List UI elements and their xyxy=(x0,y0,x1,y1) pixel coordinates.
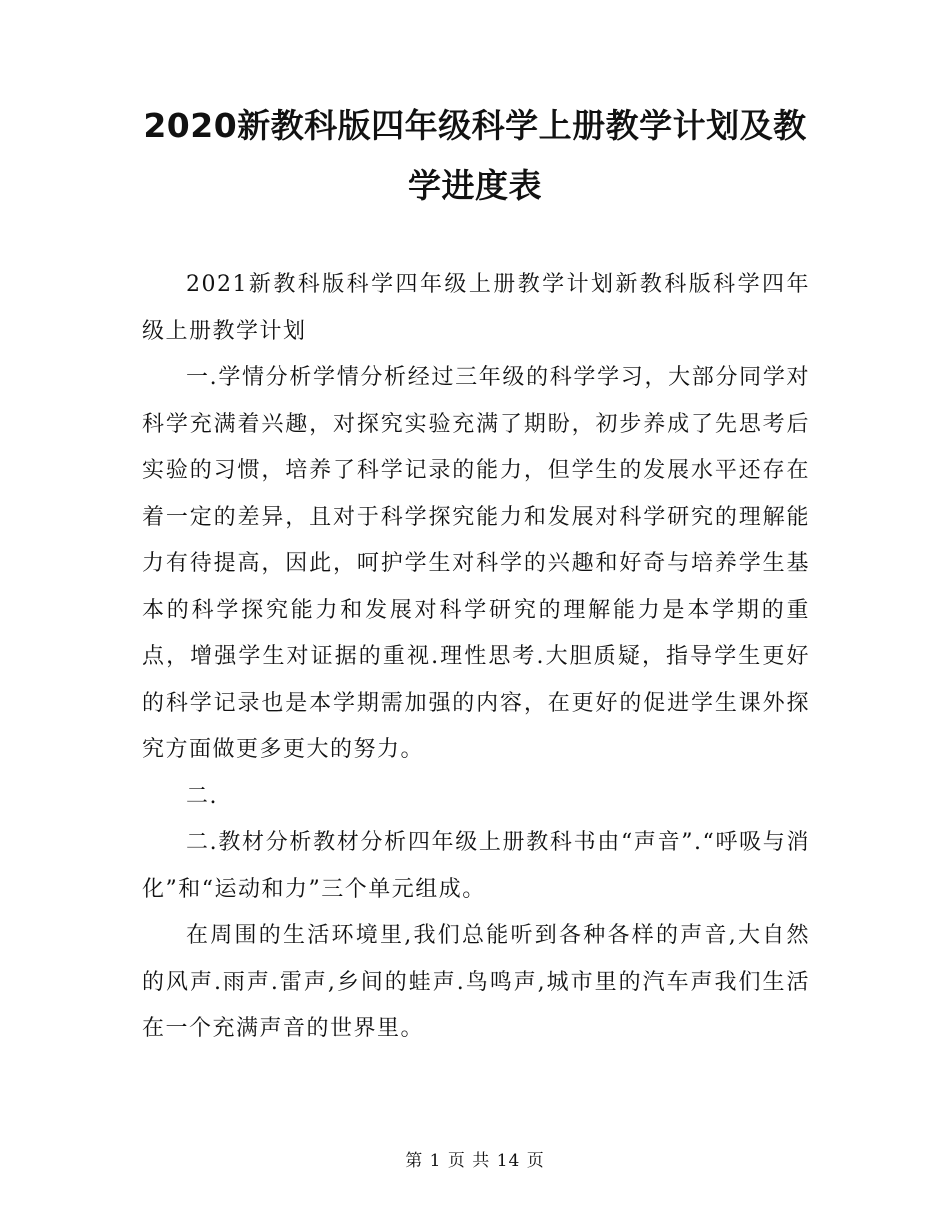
paragraph-intro: 2021新教科版科学四年级上册教学计划新教科版科学四年级上册教学计划 xyxy=(142,272,810,344)
paragraph-section-two-marker: 二. xyxy=(186,783,218,809)
paragraph-student-analysis: 一.学情分析学情分析经过三年级的科学学习，大部分同学对科学充满着兴趣，对探究实验充满了期盼，初步养成了先思考后实验的习惯，培养了科学记录的能力，但学生的发展水平还存在着一定的差异，且对于科学探究能力和发展对科学研究的理解能力有待提高，因此，呵护学生对科学的兴趣和好奇与培养学生基本的科学探究能力和发展对科学研究的理解能力是本学期的重点，增强学生对证据的重视.理性思考.大胆质疑，指导学生更好的科学记录也是本学期需加强的内容，在更好的促进学生课外探究方面做更多更大的努力。 xyxy=(142,365,810,762)
page-footer: 第 1 页 共 14 页 xyxy=(405,1151,545,1171)
paragraph-sound-environment: 在周围的生活环境里,我们总能听到各种各样的声音,大自然的风声.雨声.雷声,乡间的蛙声.鸟鸣声,城市里的汽车声我们生活在一个充满声音的世界里。 xyxy=(142,923,810,1041)
document-title: 2020新教科版四年级科学上册教学计划及教学进度表 xyxy=(143,106,807,205)
paragraph-textbook-analysis: 二.教材分析教材分析四年级上册教科书由“声音”.“呼吸与消化”和“运动和力”三个单元组成。 xyxy=(142,830,810,902)
document-body xyxy=(142,262,810,1053)
